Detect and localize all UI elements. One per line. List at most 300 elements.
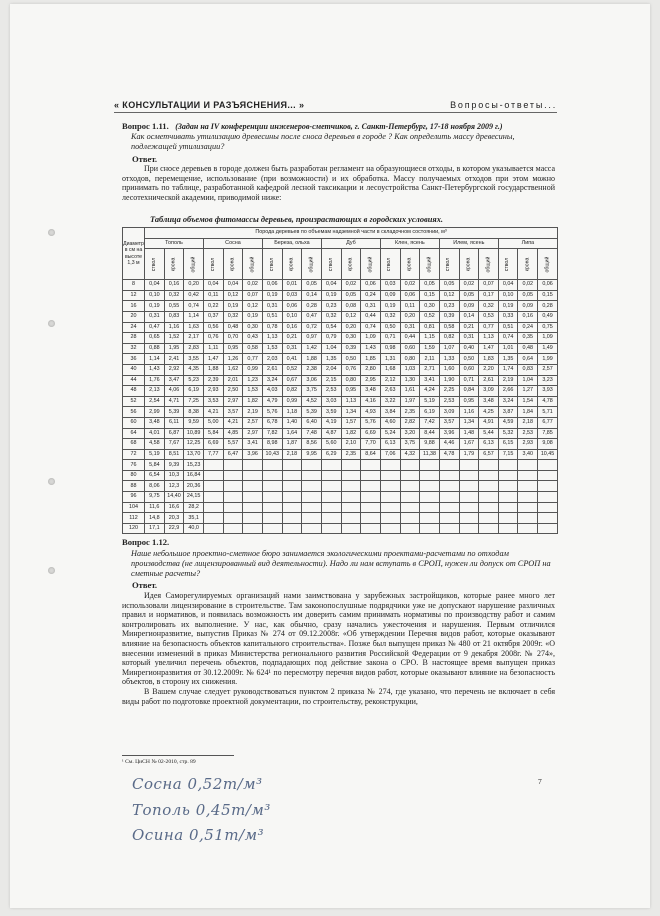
table-cell: 1,48 <box>459 428 479 439</box>
table-cell: 0,05 <box>302 280 322 291</box>
table-cell: 5,76 <box>361 417 381 428</box>
table-cell: 2,41 <box>164 354 184 365</box>
table-cell: 1,13 <box>341 396 361 407</box>
table-cell: 0,09 <box>380 290 400 301</box>
table-cell: 4,91 <box>479 417 499 428</box>
table-cell-empty <box>223 460 243 471</box>
table-cell: 0,82 <box>439 333 459 344</box>
table-cell: 3,75 <box>302 386 322 397</box>
table-cell: 2,19 <box>243 407 263 418</box>
table-row <box>123 322 558 333</box>
subcolumn-header: общий <box>302 249 322 280</box>
table-cell: 0,04 <box>203 280 223 291</box>
table-cell: 6,54 <box>145 470 165 481</box>
table-cell: 0,32 <box>164 290 184 301</box>
table-cell: 4,79 <box>262 396 282 407</box>
table-cell: 0,74 <box>361 322 381 333</box>
table-cell: 0,10 <box>498 290 518 301</box>
table-cell-empty <box>361 492 381 503</box>
table-cell: 1,82 <box>341 428 361 439</box>
page-number: 7 <box>538 777 542 786</box>
table-cell: 4,01 <box>145 428 165 439</box>
table-cell: 2,61 <box>479 375 499 386</box>
table-cell: 9,75 <box>145 492 165 503</box>
table-row <box>123 290 558 301</box>
species-header: Дуб <box>321 238 380 249</box>
species-header: Береза, ольха <box>262 238 321 249</box>
table-cell-empty <box>498 513 518 524</box>
handwritten-note: Осина 0,51т/м³ <box>132 826 265 844</box>
handwritten-note: Тополь 0,45т/м³ <box>132 801 271 819</box>
table-cell: 0,53 <box>479 311 499 322</box>
species-group-header: Порода деревьев по объемам надземной части в складочном состоянии, м³ <box>145 228 558 239</box>
table-cell-empty <box>498 502 518 513</box>
table-cell: 1,14 <box>184 311 204 322</box>
table-cell: 0,51 <box>498 322 518 333</box>
table-cell: 7,48 <box>302 428 322 439</box>
table-cell: 4,71 <box>164 396 184 407</box>
table-cell: 1,04 <box>321 343 341 354</box>
table-cell: 3,09 <box>439 407 459 418</box>
table-cell: 8,51 <box>164 449 184 460</box>
table-cell: 0,50 <box>459 354 479 365</box>
answer-1-label: Ответ. <box>132 154 158 164</box>
table-cell-empty <box>479 470 499 481</box>
table-cell: 1,54 <box>518 396 538 407</box>
table-cell: 0,21 <box>459 322 479 333</box>
table-cell: 0,24 <box>518 322 538 333</box>
table-cell: 2,39 <box>203 375 223 386</box>
table-cell-empty <box>321 513 341 524</box>
table-cell: 0,77 <box>479 322 499 333</box>
table-cell: 5,71 <box>538 407 558 418</box>
table-cell: 0,05 <box>341 290 361 301</box>
table-cell-empty <box>203 460 223 471</box>
table-cell: 0,11 <box>203 290 223 301</box>
table-cell: 0,44 <box>361 311 381 322</box>
table-cell-empty <box>459 470 479 481</box>
table-row <box>123 386 558 397</box>
biomass-volume-table <box>122 227 558 534</box>
table-cell: 5,32 <box>498 428 518 439</box>
table-cell-empty <box>203 481 223 492</box>
table-row <box>123 523 558 534</box>
table-cell-empty <box>302 502 322 513</box>
table-cell-empty <box>380 523 400 534</box>
table-cell-empty <box>321 502 341 513</box>
table-cell: 6,87 <box>164 428 184 439</box>
table-cell: 3,96 <box>439 428 459 439</box>
table-cell: 3,03 <box>321 396 341 407</box>
table-cell: 2,19 <box>498 375 518 386</box>
table-cell: 12,25 <box>184 439 204 450</box>
species-header: Клен, ясень <box>380 238 439 249</box>
table-cell: 52 <box>123 396 145 407</box>
table-cell-empty <box>538 513 558 524</box>
table-cell: 3,47 <box>164 375 184 386</box>
table-cell: 0,42 <box>184 290 204 301</box>
table-cell: 0,19 <box>223 301 243 312</box>
table-cell: 2,80 <box>361 364 381 375</box>
table-cell: 0,03 <box>380 280 400 291</box>
table-cell: 0,16 <box>282 322 302 333</box>
table-cell: 120 <box>123 523 145 534</box>
table-cell: 56 <box>123 407 145 418</box>
answer-2-label: Ответ. <box>132 580 158 590</box>
table-cell: 0,31 <box>262 301 282 312</box>
running-header <box>114 100 557 113</box>
table-cell-empty <box>262 513 282 524</box>
table-cell-empty <box>380 481 400 492</box>
table-cell: 9,95 <box>302 449 322 460</box>
table-cell: 2,83 <box>184 343 204 354</box>
subcolumn-header: крона <box>341 249 361 280</box>
table-cell-empty <box>518 492 538 503</box>
table-cell: 2,54 <box>145 396 165 407</box>
table-cell: 0,58 <box>243 343 263 354</box>
table-cell: 8 <box>123 280 145 291</box>
table-cell: 3,41 <box>243 439 263 450</box>
table-cell: 4,19 <box>321 417 341 428</box>
table-cell: 3,75 <box>400 439 420 450</box>
header-right: Вопросы-ответы... <box>450 100 557 110</box>
table-cell-empty <box>479 460 499 471</box>
table-cell-empty <box>321 470 341 481</box>
table-cell: 2,35 <box>341 449 361 460</box>
table-cell: 4,24 <box>420 386 440 397</box>
table-cell: 12,3 <box>164 481 184 492</box>
table-cell: 2,04 <box>321 364 341 375</box>
table-cell: 2,82 <box>400 417 420 428</box>
table-cell: 24,15 <box>184 492 204 503</box>
table-cell: 4,52 <box>302 396 322 407</box>
table-cell: 0,02 <box>459 280 479 291</box>
table-cell-empty <box>518 513 538 524</box>
table-cell-empty <box>498 460 518 471</box>
answer-2-text <box>122 591 555 706</box>
table-cell-empty <box>498 492 518 503</box>
table-cell-empty <box>518 523 538 534</box>
table-cell: 1,40 <box>282 417 302 428</box>
table-cell: 1,35 <box>321 354 341 365</box>
table-cell-empty <box>282 523 302 534</box>
table-cell: 28 <box>123 333 145 344</box>
table-cell: 13,70 <box>184 449 204 460</box>
table-cell: 2,61 <box>262 364 282 375</box>
table-cell: 1,87 <box>282 439 302 450</box>
table-cell-empty <box>302 481 322 492</box>
table-cell: 64 <box>123 428 145 439</box>
table-cell: 1,13 <box>479 333 499 344</box>
table-cell: 1,07 <box>439 343 459 354</box>
table-cell: 0,33 <box>498 311 518 322</box>
table-cell: 0,31 <box>145 311 165 322</box>
table-cell: 2,35 <box>400 407 420 418</box>
table-cell: 68 <box>123 439 145 450</box>
table-cell: 0,19 <box>321 290 341 301</box>
table-cell-empty <box>439 470 459 481</box>
table-cell: 2,20 <box>479 364 499 375</box>
table-cell: 0,31 <box>459 333 479 344</box>
table-cell: 2,01 <box>223 375 243 386</box>
table-cell: 0,30 <box>243 322 263 333</box>
table-cell: 1,43 <box>361 343 381 354</box>
answer-1-text: При сносе деревьев в городе должен быть разработан регламент на образующиеся отходы, в котором указывается масса отходов, перемещение, использование (при возможности) и их обработка. Массу получаемых отходов при этом можно принимать по таблице, разработанной кафедрой лесной таксикации и лесоустройства Санкт-Петербургской государственной лесотехнической академии, приводимой ниже: <box>122 164 555 202</box>
table-cell-empty <box>203 470 223 481</box>
table-cell: 96 <box>123 492 145 503</box>
table-cell: 80 <box>123 470 145 481</box>
table-cell: 4,93 <box>361 407 381 418</box>
table-cell: 10,45 <box>538 449 558 460</box>
table-cell-empty <box>302 460 322 471</box>
table-cell: 2,17 <box>184 333 204 344</box>
table-cell: 0,98 <box>380 343 400 354</box>
table-cell: 0,20 <box>184 280 204 291</box>
table-cell: 76 <box>123 460 145 471</box>
table-cell-empty <box>400 460 420 471</box>
handwritten-note: Сосна 0,52т/м³ <box>132 775 263 793</box>
table-row <box>123 470 558 481</box>
table-row <box>123 407 558 418</box>
table-cell-empty <box>420 513 440 524</box>
table-cell: 0,01 <box>282 280 302 291</box>
table-cell: 6,15 <box>498 439 518 450</box>
table-row <box>123 428 558 439</box>
table-cell: 1,35 <box>498 354 518 365</box>
table-cell-empty <box>282 470 302 481</box>
table-cell: 0,31 <box>361 301 381 312</box>
footnote-divider <box>122 755 234 756</box>
table-cell: 1,79 <box>459 449 479 460</box>
table-cell: 8,44 <box>420 428 440 439</box>
table-cell: 0,32 <box>380 311 400 322</box>
table-cell: 4,21 <box>223 417 243 428</box>
table-cell: 1,09 <box>361 333 381 344</box>
table-cell-empty <box>400 481 420 492</box>
table-cell: 3,20 <box>400 428 420 439</box>
table-cell: 0,06 <box>361 280 381 291</box>
table-cell: 1,34 <box>341 407 361 418</box>
table-cell: 1,85 <box>361 354 381 365</box>
table-cell: 4,35 <box>184 364 204 375</box>
table-cell: 3,06 <box>302 375 322 386</box>
table-cell: 3,53 <box>203 396 223 407</box>
table-cell: 1,68 <box>380 364 400 375</box>
table-cell: 11,6 <box>145 502 165 513</box>
table-cell: 72 <box>123 449 145 460</box>
table-cell: 16,84 <box>184 470 204 481</box>
table-cell: 1,14 <box>145 354 165 365</box>
subcolumn-header: ствол <box>439 249 459 280</box>
table-cell: 0,19 <box>243 311 263 322</box>
table-cell: 2,13 <box>145 386 165 397</box>
table-cell: 0,35 <box>518 333 538 344</box>
table-row <box>123 375 558 386</box>
table-cell: 9,88 <box>420 439 440 450</box>
table-cell: 1,74 <box>498 364 518 375</box>
table-cell: 0,09 <box>518 301 538 312</box>
table-cell: 0,09 <box>459 301 479 312</box>
table-cell: 0,74 <box>184 301 204 312</box>
table-cell: 0,14 <box>302 290 322 301</box>
table-cell: 1,62 <box>223 364 243 375</box>
table-cell-empty <box>400 523 420 534</box>
table-cell: 7,77 <box>203 449 223 460</box>
table-cell: 3,48 <box>361 386 381 397</box>
subcolumn-header: крона <box>518 249 538 280</box>
table-cell: 0,12 <box>243 301 263 312</box>
table-cell: 24 <box>123 322 145 333</box>
table-cell-empty <box>538 502 558 513</box>
table-cell: 0,05 <box>420 280 440 291</box>
punch-hole <box>48 567 55 574</box>
table-cell: 3,57 <box>223 407 243 418</box>
table-cell: 6,13 <box>479 439 499 450</box>
table-cell: 1,57 <box>341 417 361 428</box>
table-cell: 8,98 <box>262 439 282 450</box>
table-cell: 0,28 <box>302 301 322 312</box>
table-cell: 1,52 <box>164 333 184 344</box>
table-row <box>123 301 558 312</box>
table-cell-empty <box>420 481 440 492</box>
table-cell-empty <box>459 502 479 513</box>
table-cell-empty <box>498 470 518 481</box>
table-row <box>123 492 558 503</box>
table-cell: 1,63 <box>184 322 204 333</box>
table-cell: 6,69 <box>361 428 381 439</box>
table-cell: 3,48 <box>479 396 499 407</box>
table-cell: 5,76 <box>262 407 282 418</box>
table-cell: 35,1 <box>184 513 204 524</box>
table-cell: 0,04 <box>223 280 243 291</box>
table-cell: 0,31 <box>400 322 420 333</box>
table-cell: 5,23 <box>184 375 204 386</box>
table-cell-empty <box>361 460 381 471</box>
table-cell: 4,25 <box>479 407 499 418</box>
table-cell: 0,39 <box>341 343 361 354</box>
table-cell: 0,05 <box>439 280 459 291</box>
table-cell: 1,97 <box>400 396 420 407</box>
table-cell-empty <box>321 460 341 471</box>
table-cell: 2,53 <box>518 428 538 439</box>
table-cell-empty <box>479 481 499 492</box>
table-cell: 0,20 <box>341 322 361 333</box>
subcolumn-header: ствол <box>145 249 165 280</box>
subcolumn-header: ствол <box>498 249 518 280</box>
subcolumn-header: крона <box>282 249 302 280</box>
table-cell: 4,03 <box>262 386 282 397</box>
table-cell: 5,57 <box>223 439 243 450</box>
document-page <box>10 4 650 908</box>
table-row <box>123 364 558 375</box>
table-cell: 6,19 <box>420 407 440 418</box>
table-cell: 4,46 <box>439 439 459 450</box>
table-cell: 5,84 <box>203 428 223 439</box>
table-cell: 0,19 <box>145 301 165 312</box>
table-cell-empty <box>321 492 341 503</box>
table-row <box>123 449 558 460</box>
table-cell: 60 <box>123 417 145 428</box>
table-cell-empty <box>341 513 361 524</box>
table-cell: 2,10 <box>341 439 361 450</box>
table-cell: 10,89 <box>184 428 204 439</box>
table-cell: 7,15 <box>498 449 518 460</box>
table-cell-empty <box>243 481 263 492</box>
table-cell-empty <box>223 470 243 481</box>
subcolumn-header: ствол <box>380 249 400 280</box>
table-cell: 6,78 <box>262 417 282 428</box>
table-cell-empty <box>243 513 263 524</box>
table-cell: 2,93 <box>203 386 223 397</box>
table-cell: 0,21 <box>282 333 302 344</box>
table-cell: 0,32 <box>321 311 341 322</box>
table-cell: 0,19 <box>380 301 400 312</box>
table-cell: 0,95 <box>459 396 479 407</box>
table-cell-empty <box>243 460 263 471</box>
table-cell: 2,57 <box>243 417 263 428</box>
table-cell: 1,16 <box>459 407 479 418</box>
table-cell: 3,24 <box>498 396 518 407</box>
subcolumn-header: ствол <box>203 249 223 280</box>
table-cell: 0,80 <box>400 354 420 365</box>
table-cell: 6,77 <box>538 417 558 428</box>
table-cell: 2,38 <box>302 364 322 375</box>
table-cell: 1,47 <box>479 343 499 354</box>
table-cell: 1,15 <box>420 333 440 344</box>
table-cell-empty <box>262 492 282 503</box>
question-1-title: Вопрос 1.11. (Задан на IV конференции инженеров-сметчиков, г. Санкт-Петербург, 17-18 ноября 2009 г.) <box>122 121 503 131</box>
table-cell-empty <box>380 460 400 471</box>
table-cell: 1,76 <box>145 375 165 386</box>
table-row <box>123 460 558 471</box>
footnote: ¹ См. ЦиСН № 02-2010, стр. 89 <box>122 759 196 765</box>
table-cell: 0,47 <box>145 322 165 333</box>
table-cell: 4,06 <box>164 386 184 397</box>
table-cell: 5,39 <box>302 407 322 418</box>
table-cell: 1,67 <box>459 439 479 450</box>
table-cell: 7,70 <box>361 439 381 450</box>
table-cell-empty <box>341 481 361 492</box>
table-cell: 1,30 <box>400 375 420 386</box>
table-cell: 3,59 <box>321 407 341 418</box>
table-cell-empty <box>518 502 538 513</box>
table-cell-empty <box>282 492 302 503</box>
table-cell: 3,84 <box>380 407 400 418</box>
punch-hole <box>48 229 55 236</box>
table-cell: 1,64 <box>282 428 302 439</box>
table-cell: 1,27 <box>518 386 538 397</box>
table-cell: 0,30 <box>420 301 440 312</box>
table-cell: 0,39 <box>439 311 459 322</box>
table-cell: 3,87 <box>498 407 518 418</box>
subcolumn-header: крона <box>164 249 184 280</box>
table-cell: 0,76 <box>203 333 223 344</box>
diameter-header: Диаметр в см на высоте 1,3 м <box>123 228 145 280</box>
table-cell-empty <box>380 470 400 481</box>
table-cell: 1,61 <box>400 386 420 397</box>
table-cell: 0,32 <box>479 301 499 312</box>
table-cell: 4,32 <box>400 449 420 460</box>
table-cell: 0,16 <box>518 311 538 322</box>
table-cell: 1,01 <box>498 343 518 354</box>
table-cell: 4,21 <box>203 407 223 418</box>
table-cell-empty <box>498 481 518 492</box>
table-cell: 0,02 <box>243 280 263 291</box>
table-cell: 0,04 <box>498 280 518 291</box>
table-cell: 0,23 <box>321 301 341 312</box>
table-cell-empty <box>223 492 243 503</box>
table-cell-empty <box>282 502 302 513</box>
